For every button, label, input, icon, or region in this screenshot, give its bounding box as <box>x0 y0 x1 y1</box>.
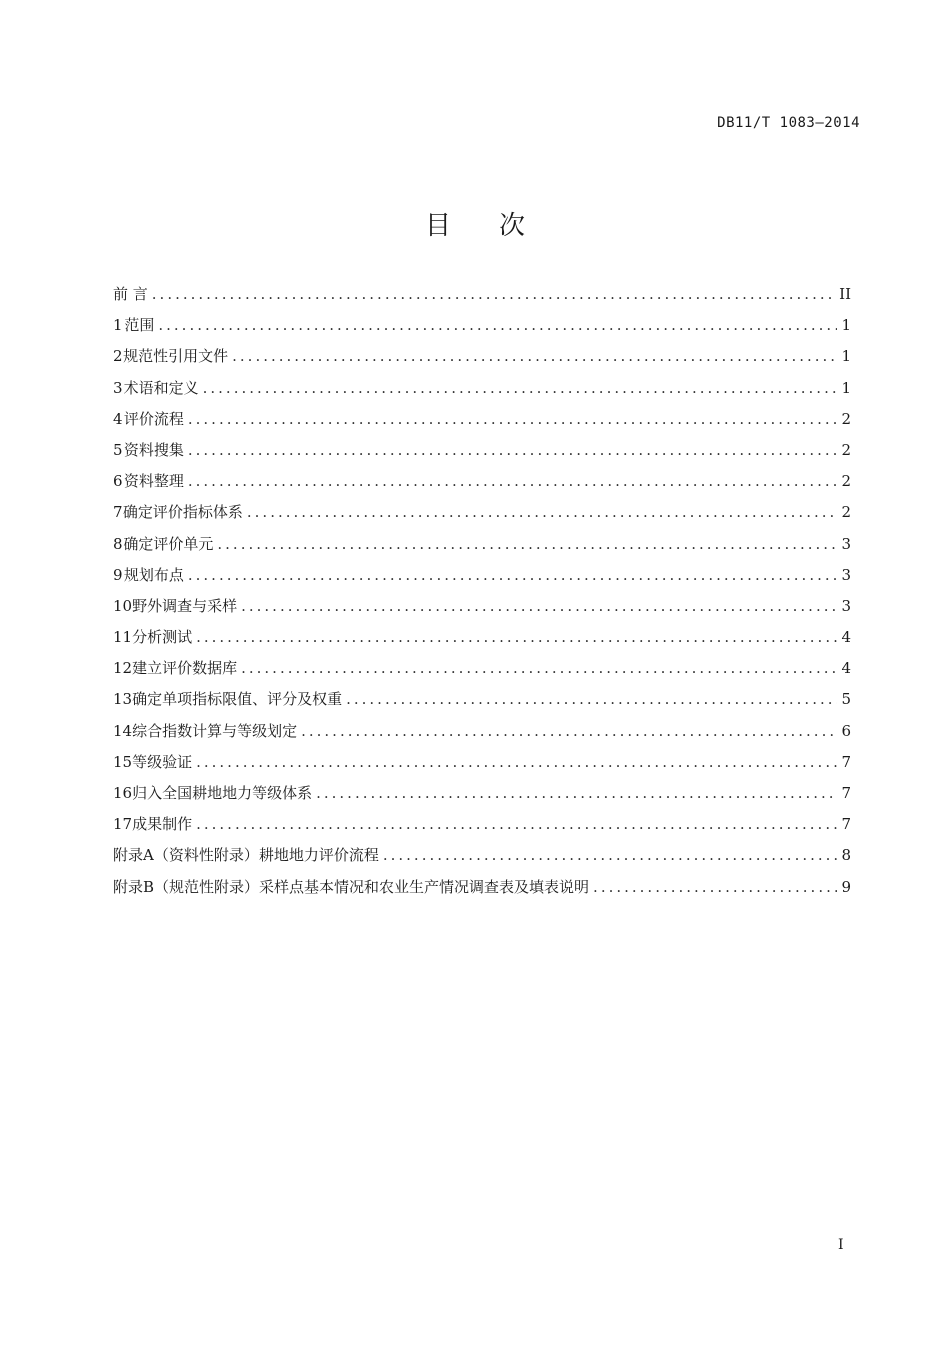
toc-entry[interactable] <box>113 408 851 439</box>
toc-entry[interactable] <box>113 720 851 751</box>
toc-entry-number: 1 <box>113 316 123 335</box>
dot-leader <box>188 472 837 490</box>
toc-entry[interactable] <box>113 595 851 626</box>
toc-entry-label: 评价流程 <box>123 409 184 428</box>
toc-entry-page: 2 <box>841 472 851 491</box>
toc-entry-appendix-b[interactable] <box>113 876 851 907</box>
appendix-prefix: 附录A（资料性附录） <box>113 846 259 865</box>
document-code: DB11/T 1083—2014 <box>717 115 860 131</box>
toc-entry-number: 3 <box>113 378 123 397</box>
toc-entry[interactable] <box>113 501 851 532</box>
table-of-contents <box>113 283 851 907</box>
dot-leader <box>316 784 837 802</box>
toc-entry-label: 范围 <box>124 316 155 335</box>
toc-entry-number: 15 <box>113 752 133 771</box>
toc-entry-page: 2 <box>841 440 851 459</box>
toc-entry-label: 等级验证 <box>132 752 193 771</box>
toc-entry-number: 4 <box>113 409 123 428</box>
toc-entry-number: 11 <box>113 628 133 647</box>
toc-entry[interactable] <box>113 564 851 595</box>
toc-entry-label: 耕地地力评价流程 <box>258 846 379 865</box>
toc-entry-label: 规划布点 <box>123 565 184 584</box>
toc-entry-number: 7 <box>113 503 123 522</box>
toc-entry-label: 成果制作 <box>132 815 193 834</box>
toc-entry-page: 6 <box>841 721 851 740</box>
dot-leader <box>247 503 837 521</box>
toc-entry-label: 确定评价单元 <box>123 534 214 553</box>
toc-entry[interactable] <box>113 782 851 813</box>
toc-entry-label: 确定单项指标限值、评分及权重 <box>132 690 343 709</box>
toc-entry-page: 2 <box>841 409 851 428</box>
toc-entry-page: 2 <box>841 503 851 522</box>
toc-entry-page: 3 <box>841 534 851 553</box>
dot-leader <box>593 878 837 896</box>
toc-entry-number: 13 <box>113 690 133 709</box>
toc-entry-page: 7 <box>841 784 851 802</box>
toc-entry[interactable] <box>113 345 851 376</box>
toc-entry[interactable] <box>113 470 851 501</box>
toc-entry-number: 17 <box>113 815 133 834</box>
toc-entry-page: 3 <box>841 596 851 615</box>
toc-entry[interactable] <box>113 314 851 345</box>
dot-leader <box>232 347 837 365</box>
toc-entry-label: 确定评价指标体系 <box>122 503 243 522</box>
toc-entry[interactable] <box>113 533 851 564</box>
toc-entry-label: 规范性引用文件 <box>123 347 229 366</box>
toc-entry-label: 综合指数计算与等级划定 <box>132 721 298 740</box>
toc-entry-number: 5 <box>113 440 123 459</box>
toc-entry-page: 1 <box>841 316 851 335</box>
dot-leader <box>346 690 837 708</box>
toc-entry-label: 资料搜集 <box>123 440 184 459</box>
toc-entry-number: 14 <box>113 721 133 740</box>
toc-entry-label: 建立评价数据库 <box>132 659 238 678</box>
toc-entry-number: 10 <box>113 596 133 615</box>
dot-leader <box>188 441 837 459</box>
toc-entry-page: 7 <box>841 752 851 771</box>
toc-entry-page: 4 <box>841 628 851 647</box>
toc-entry-label: 资料整理 <box>123 472 184 491</box>
toc-entry-number: 12 <box>113 659 133 678</box>
toc-entry-page: 9 <box>841 877 851 896</box>
toc-entry[interactable] <box>113 439 851 470</box>
toc-entry-number: 8 <box>113 534 123 553</box>
toc-entry-label: 采样点基本情况和农业生产情况调查表及填表说明 <box>259 877 590 896</box>
dot-leader <box>301 722 837 740</box>
toc-entry-page: II <box>839 285 851 303</box>
toc-entry[interactable] <box>113 813 851 844</box>
dot-leader <box>196 628 837 646</box>
toc-entry-page: 7 <box>841 815 851 834</box>
dot-leader <box>241 597 837 615</box>
toc-entry-number: 9 <box>113 565 123 584</box>
dot-leader <box>383 846 837 864</box>
dot-leader <box>158 316 837 334</box>
toc-entry-page: 8 <box>841 846 851 865</box>
toc-entry-number: 16 <box>113 784 133 802</box>
toc-entry-page: 1 <box>841 347 851 366</box>
toc-entry-label: 前 言 <box>113 285 148 303</box>
toc-entry[interactable] <box>113 688 851 719</box>
dot-leader <box>188 410 837 428</box>
toc-entry-page: 5 <box>841 690 851 709</box>
toc-entry-number: 6 <box>113 472 123 491</box>
toc-entry-page: 3 <box>841 565 851 584</box>
dot-leader <box>196 815 837 833</box>
dot-leader <box>188 566 837 584</box>
toc-entry-label: 术语和定义 <box>123 378 199 397</box>
toc-entry[interactable] <box>113 626 851 657</box>
toc-entry-preface[interactable] <box>113 283 851 314</box>
dot-leader <box>203 379 837 397</box>
dot-leader <box>217 535 837 553</box>
toc-title: 目次 <box>424 211 573 241</box>
dot-leader <box>241 659 837 677</box>
toc-entry-appendix-a[interactable] <box>113 844 851 875</box>
toc-entry-label: 归入全国耕地地力等级体系 <box>132 784 313 802</box>
toc-entry[interactable] <box>113 377 851 408</box>
appendix-prefix: 附录B（规范性附录） <box>113 877 260 896</box>
toc-entry-page: 4 <box>841 659 851 678</box>
toc-entry-number: 2 <box>113 347 123 366</box>
toc-entry-label: 野外调查与采样 <box>132 596 238 615</box>
toc-entry[interactable] <box>113 657 851 688</box>
dot-leader <box>196 753 837 771</box>
toc-entry-page: 1 <box>841 378 851 397</box>
toc-entry[interactable] <box>113 751 851 782</box>
toc-entry-label: 分析测试 <box>132 628 193 647</box>
dot-leader <box>152 285 835 303</box>
footer-page-number: I <box>838 1237 844 1253</box>
